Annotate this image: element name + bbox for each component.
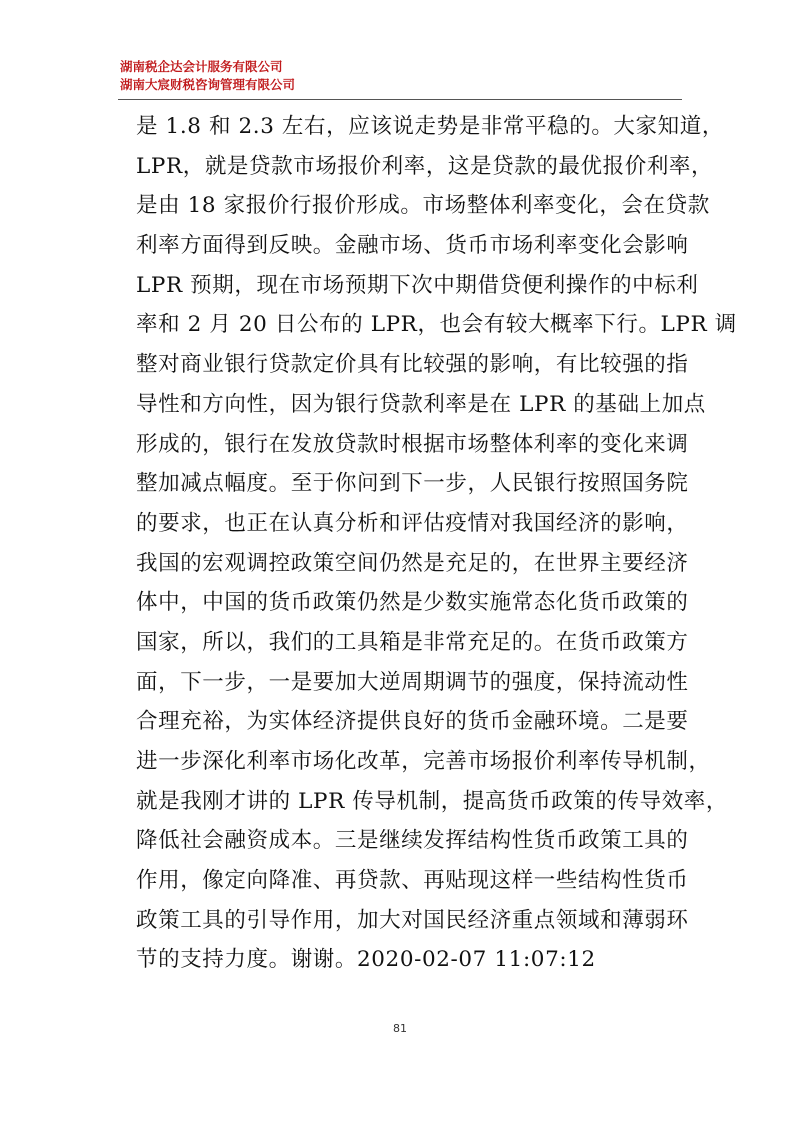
text-line: 是 1.8 和 2.3 左右，应该说走势是非常平稳的。大家知道，: [136, 114, 724, 139]
text-line: LPR，就是贷款市场报价利率，这是贷款的最优报价利率，: [136, 153, 714, 179]
header-company-name-1: 湖南税企达会计服务有限公司: [120, 59, 283, 74]
text-line: 合理充裕，为实体经济提供良好的货币金融环境。二是要: [136, 709, 689, 735]
header: [120, 58, 295, 94]
text-line: 体中，中国的货币政策仍然是少数实施常态化货币政策的: [136, 590, 689, 616]
text-line: 整加减点幅度。至于你问到下一步，人民银行按照国务院: [136, 471, 689, 497]
text-line: 我国的宏观调控政策空间仍然是充足的，在世界主要经济: [136, 550, 689, 576]
text-line: 进一步深化利率市场化改革，完善市场报价利率传导机制，: [136, 749, 711, 774]
text-line: 的要求，也正在认真分析和评估疫情对我国经济的影响，: [136, 510, 689, 536]
page-number: 81: [393, 1022, 407, 1035]
text-line: 国家，所以，我们的工具箱是非常充足的。在货币政策方: [136, 629, 689, 655]
text-line: 利率方面得到反映。金融市场、货币市场利率变化会影响: [136, 233, 689, 259]
body-text: [136, 107, 737, 980]
text-line: 率和 2 月 20 日公布的 LPR，也会有较大概率下行。LPR 调: [136, 312, 737, 338]
text-line: 是由 18 家报价行报价形成。市场整体利率变化，会在贷款: [136, 193, 710, 219]
text-line: 面，下一步，一是要加大逆周期调节的强度，保持流动性: [136, 669, 689, 695]
text-line: 节的支持力度。谢谢。2020-02-07 11:07:12: [136, 947, 596, 973]
text-line: 政策工具的引导作用，加大对国民经济重点领域和薄弱环: [136, 907, 689, 933]
text-line: 整对商业银行贷款定价具有比较强的影响，有比较强的指: [136, 352, 689, 378]
header-company-name-2: 湖南大宸财税咨询管理有限公司: [120, 77, 296, 92]
text-line: 就是我刚才讲的 LPR 传导机制，提高货币政策的传导效率，: [136, 788, 729, 814]
text-line: 降低社会融资成本。三是继续发挥结构性货币政策工具的: [136, 828, 689, 854]
text-line: 导性和方向性，因为银行贷款利率是在 LPR 的基础上加点: [136, 391, 706, 417]
text-line: LPR 预期，现在市场预期下次中期借贷便利操作的中标利: [136, 272, 699, 298]
header-divider: [118, 99, 682, 100]
text-line: 形成的，银行在发放贷款时根据市场整体利率的变化来调: [136, 431, 689, 457]
text-line: 作用，像定向降准、再贷款、再贴现这样一些结构性货币: [136, 868, 689, 894]
